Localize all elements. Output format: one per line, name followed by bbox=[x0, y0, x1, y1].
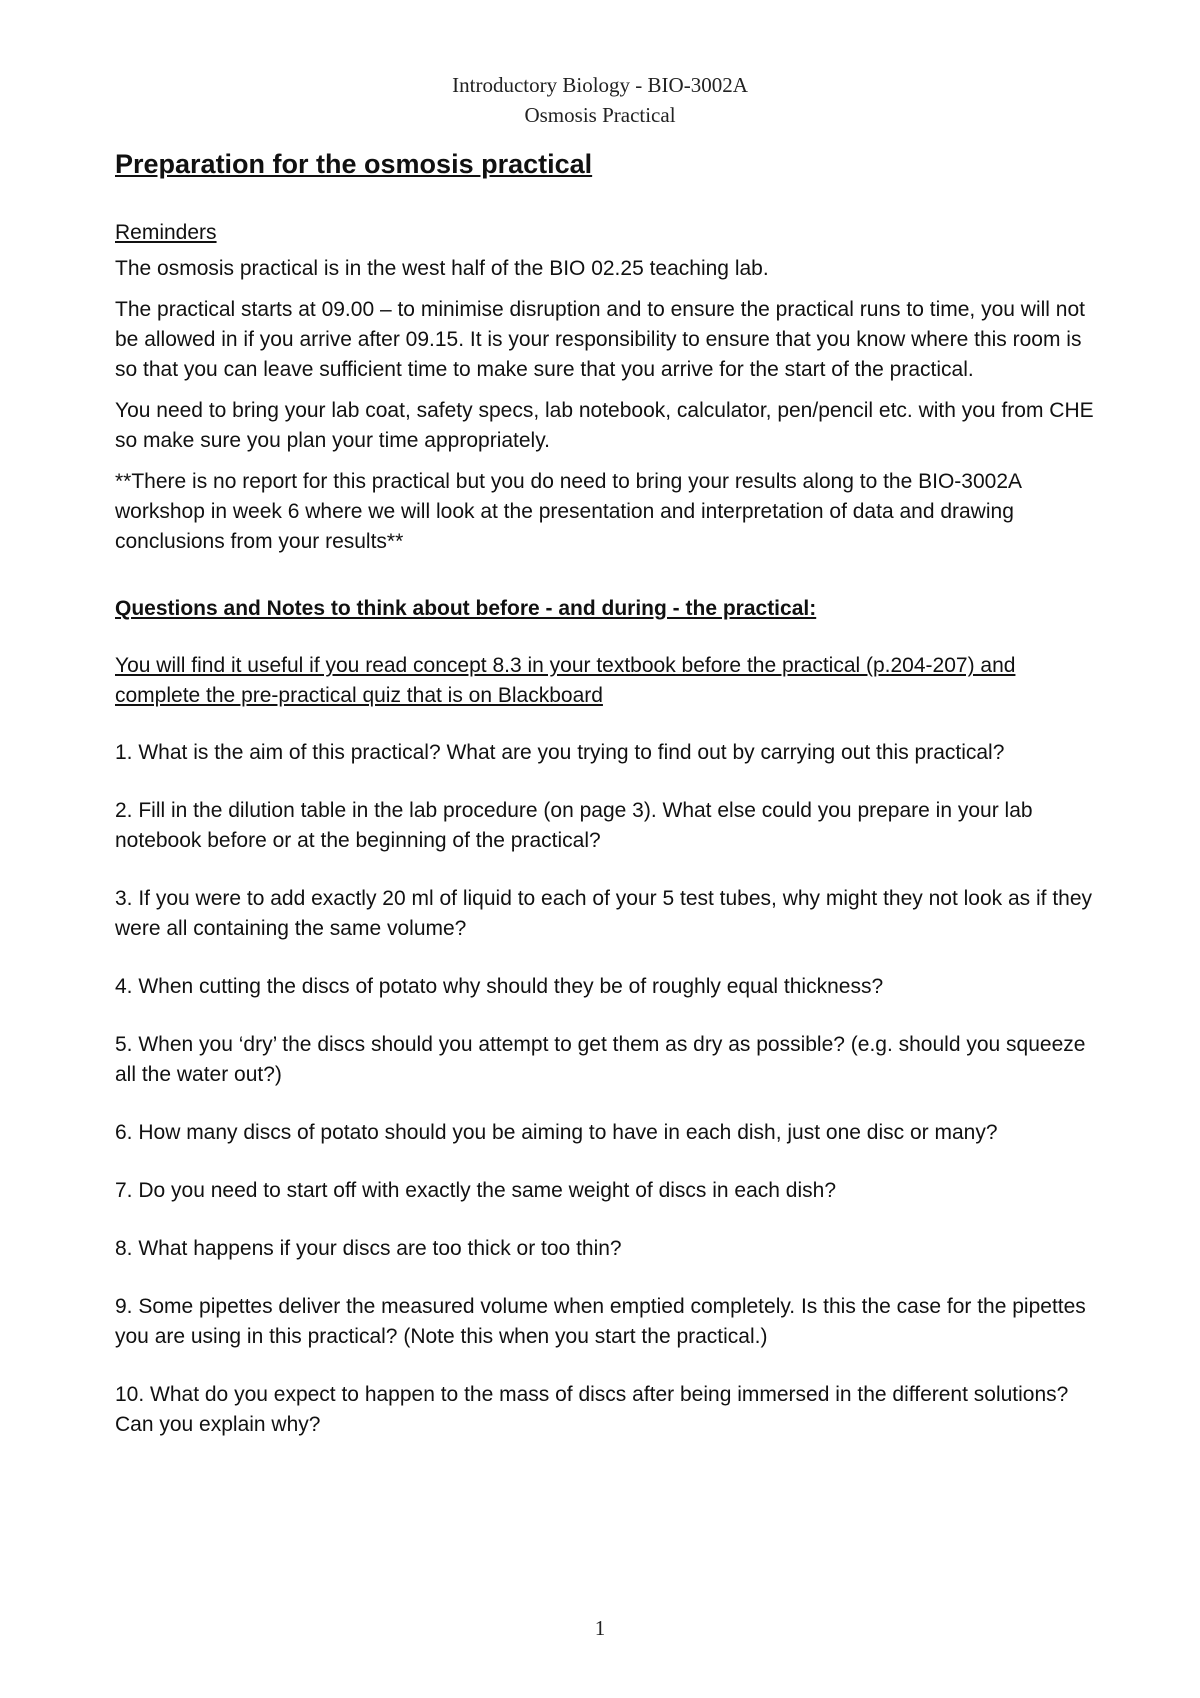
question-item: 10. What do you expect to happen to the mass of discs after being immersed in the different solutions? Can you explain why? bbox=[115, 1383, 1069, 1436]
question-item: 2. Fill in the dilution table in the lab procedure (on page 3). What else could you prepare in your lab notebook before or at the beginning of the practical? bbox=[115, 799, 1033, 852]
question-item: 4. When cutting the discs of potato why should they be of roughly equal thickness? bbox=[115, 975, 884, 998]
question-item: 8. What happens if your discs are too thick or too thin? bbox=[115, 1237, 622, 1260]
reminder-paragraph: The practical starts at 09.00 – to minimise disruption and to ensure the practical runs to time, you will not be allowed in if you arrive after 09.15. It is your responsibility to ensure that you know where this room is so that you can leave sufficient time to make sure that you arrive for the start of the practical. bbox=[115, 298, 1085, 381]
question-item: 6. How many discs of potato should you be aiming to have in each dish, just one disc or many? bbox=[115, 1121, 998, 1144]
header-practical-line: Osmosis Practical bbox=[524, 103, 676, 127]
reminder-paragraph: The osmosis practical is in the west half of the BIO 02.25 teaching lab. bbox=[115, 257, 769, 280]
reminder-paragraph: **There is no report for this practical but you do need to bring your results along to the BIO-3002A workshop in week 6 where we will look at the presentation and interpretation of data and drawing conclusions from your results** bbox=[115, 470, 1021, 553]
question-item: 5. When you ‘dry’ the discs should you attempt to get them as dry as possible? (e.g. should you squeeze all the water out?) bbox=[115, 1033, 1086, 1086]
questions-heading: Questions and Notes to think about before - and during - the practical: bbox=[115, 597, 817, 620]
page-header bbox=[0, 70, 1200, 130]
question-item: 9. Some pipettes deliver the measured volume when emptied completely. Is this the case for the pipettes you are using in this practical? (Note this when you start the practical.) bbox=[115, 1295, 1086, 1348]
document-body bbox=[115, 146, 1105, 1468]
question-item: 1. What is the aim of this practical? What are you trying to find out by carrying out this practical? bbox=[115, 741, 1005, 764]
reminder-paragraph: You need to bring your lab coat, safety specs, lab notebook, calculator, pen/pencil etc. with you from CHE so make sure you plan your time appropriately. bbox=[115, 399, 1094, 452]
page-number: 1 bbox=[594, 1616, 606, 1640]
reminders-heading: Reminders bbox=[115, 221, 217, 244]
reading-note: You will find it useful if you read concept 8.3 in your textbook before the practical (p.204-207) and complete the pre-practical quiz that is on Blackboard bbox=[115, 654, 1016, 707]
question-item: 3. If you were to add exactly 20 ml of liquid to each of your 5 test tubes, why might they not look as if they were all containing the same volume? bbox=[115, 887, 1093, 940]
header-course-line: Introductory Biology - BIO-3002A bbox=[452, 73, 748, 97]
page-title: Preparation for the osmosis practical bbox=[115, 149, 593, 179]
question-item: 7. Do you need to start off with exactly the same weight of discs in each dish? bbox=[115, 1179, 837, 1202]
